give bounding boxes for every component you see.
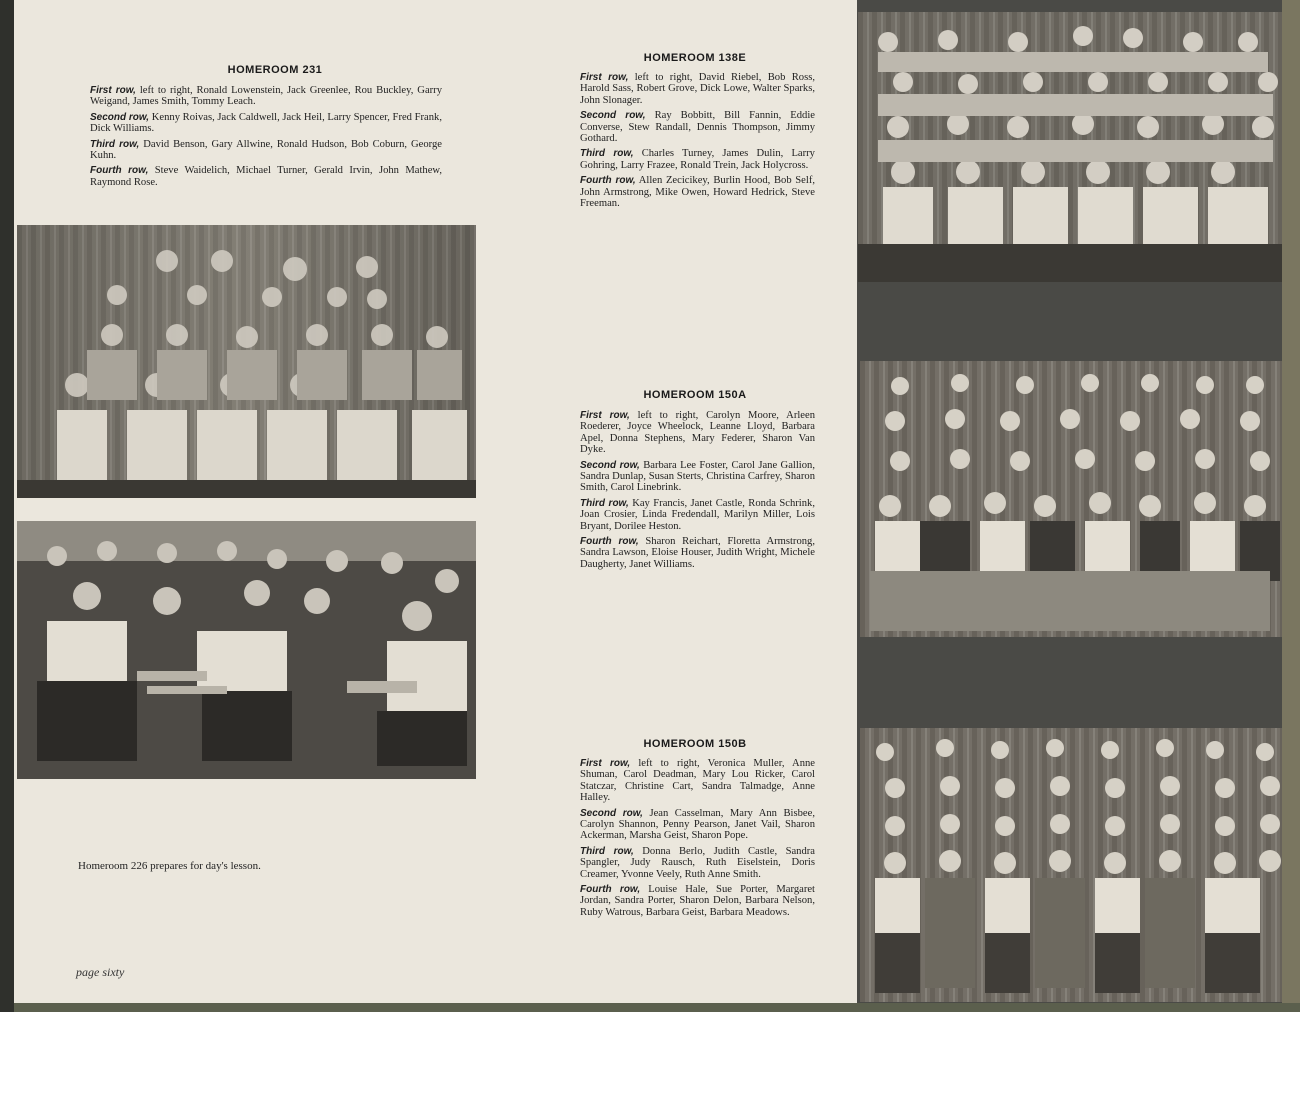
book-spine: [0, 0, 14, 1012]
homeroom-231-roster: [90, 85, 442, 192]
roster-row: [580, 808, 815, 842]
row-label: First row,: [580, 410, 630, 421]
row-label: Fourth row,: [580, 536, 639, 548]
roster-row: [90, 112, 442, 135]
row-label: Third row,: [580, 497, 629, 509]
row-names: Jean Casselman, Mary Ann Bisbee, Carolyn Shannon, Penny Pearson, Janet Vail, Sharon Ackerman, Marsha Geist, Sharon Pope.: [580, 807, 815, 842]
homeroom-231-group-photo: [17, 225, 476, 498]
row-label: Second row,: [580, 459, 640, 471]
homeroom-138e-roster: [580, 72, 815, 213]
row-label: Fourth row,: [580, 884, 641, 896]
homeroom-138e-group-photo: [858, 12, 1282, 282]
row-label: Third row,: [580, 845, 634, 857]
row-label: Fourth row,: [580, 175, 636, 187]
row-names: David Benson, Gary Allwine, Ronald Hudson, Bob Coburn, George Kuhn.: [90, 138, 442, 162]
row-names: Charles Turney, James Dulin, Larry Gohring, Larry Frazee, Ronald Trein, Jack Holycross.: [580, 148, 815, 171]
cover-bottom-edge: [14, 1003, 1300, 1012]
row-names: Donna Berlo, Judith Castle, Sandra Spangler, Judy Rausch, Ruth Eiselstein, Doris Creamer, Yvonne Veely, Ruth Anne Smith.: [580, 845, 815, 880]
roster-row: [90, 85, 442, 108]
homeroom-150b-group-photo: [860, 728, 1282, 1002]
homeroom-138e-title: HOMEROOM 138E: [643, 52, 747, 64]
roster-row: [580, 148, 815, 171]
homeroom-150b-roster: [580, 758, 815, 922]
row-names: left to right, David Riebel, Bob Ross, Harold Sass, Robert Grove, Dick Lowe, Walter Sparks, John Slonager.: [580, 72, 815, 106]
roster-row: [580, 536, 815, 570]
roster-row: [580, 410, 815, 456]
roster-row: [90, 139, 442, 162]
row-label: First row,: [90, 85, 136, 96]
homeroom-150a-title: HOMEROOM 150A: [643, 389, 747, 401]
row-label: Second row,: [580, 807, 643, 819]
homeroom-226-classroom-photo: [17, 521, 476, 779]
homeroom-150a-roster: [580, 410, 815, 574]
row-label: Fourth row,: [90, 165, 149, 177]
classroom-photo-caption: Homeroom 226 prepares for day's lesson.: [78, 860, 261, 872]
row-names: Steve Waidelich, Michael Turner, Gerald Irvin, John Mathew, Raymond Rose.: [90, 165, 443, 188]
homeroom-231-title: HOMEROOM 231: [227, 64, 323, 76]
homeroom-150a-group-photo: [860, 361, 1282, 637]
row-names: Kay Francis, Janet Castle, Ronda Schrink, Joan Crosier, Linda Fredendall, Marilyn Miller, Lois Bryant, Dorilee Heston.: [580, 497, 815, 532]
row-names: Ray Bobbitt, Bill Fannin, Eddie Converse, Stew Randall, Dennis Thompson, Jimmy Gothard.: [580, 110, 815, 145]
row-names: Kenny Roivas, Jack Caldwell, Jack Heil, Larry Spencer, Fred Frank, Dick Williams.: [90, 111, 442, 135]
roster-row: [580, 175, 815, 209]
roster-row: [580, 460, 815, 494]
homeroom-150b-title: HOMEROOM 150B: [643, 738, 747, 750]
row-label: Second row,: [90, 111, 150, 123]
row-names: Louise Hale, Sue Porter, Margaret Jordan, Sandra Porter, Sharon Delon, Barbara Nelson, Ruby Watrous, Barbara Geist, Barbara Meadows.: [580, 884, 815, 918]
roster-row: [580, 758, 815, 804]
cover-edge: [1282, 0, 1300, 1012]
row-label: Second row,: [580, 110, 646, 122]
row-names: left to right, Ronald Lowenstein, Jack Greenlee, Rou Buckley, Garry Weigand, James Smith, Tommy Leach.: [90, 85, 443, 108]
row-label: Third row,: [580, 148, 634, 160]
roster-row: [580, 884, 815, 918]
row-label: Third row,: [90, 138, 140, 150]
row-label: First row,: [580, 758, 631, 769]
row-names: Allen Zecicikey, Burlin Hood, Bob Self, John Armstrong, Mike Owen, Howard Hedrick, Steve Freeman.: [580, 175, 815, 210]
roster-row: [580, 498, 815, 532]
roster-row: [580, 110, 815, 144]
roster-row: [90, 165, 442, 188]
row-names: left to right, Veronica Muller, Anne Shuman, Carol Deadman, Mary Lou Ricker, Carol Statczar, Christine Cart, Sandra Talmadge, Anne Halley.: [580, 758, 816, 804]
page-folio: page sixty: [76, 965, 125, 979]
row-names: left to right, Carolyn Moore, Arleen Roederer, Joyce Wheelock, Leanne Lloyd, Barbara Apel, Donna Stephens, Mary Federer, Sharon Van Dyke.: [580, 410, 816, 456]
roster-row: [580, 72, 815, 106]
row-names: Sharon Reichart, Floretta Armstrong, Sandra Lawson, Eloise Houser, Judith Wright, Michele Daugherty, Janet Williams.: [580, 536, 815, 570]
row-names: Barbara Lee Foster, Carol Jane Gallion, Sandra Dunlap, Susan Sterts, Christina Carfrey, Sharon Smith, Carol Linebrink.: [580, 459, 815, 494]
roster-row: [580, 846, 815, 880]
row-label: First row,: [580, 72, 629, 83]
